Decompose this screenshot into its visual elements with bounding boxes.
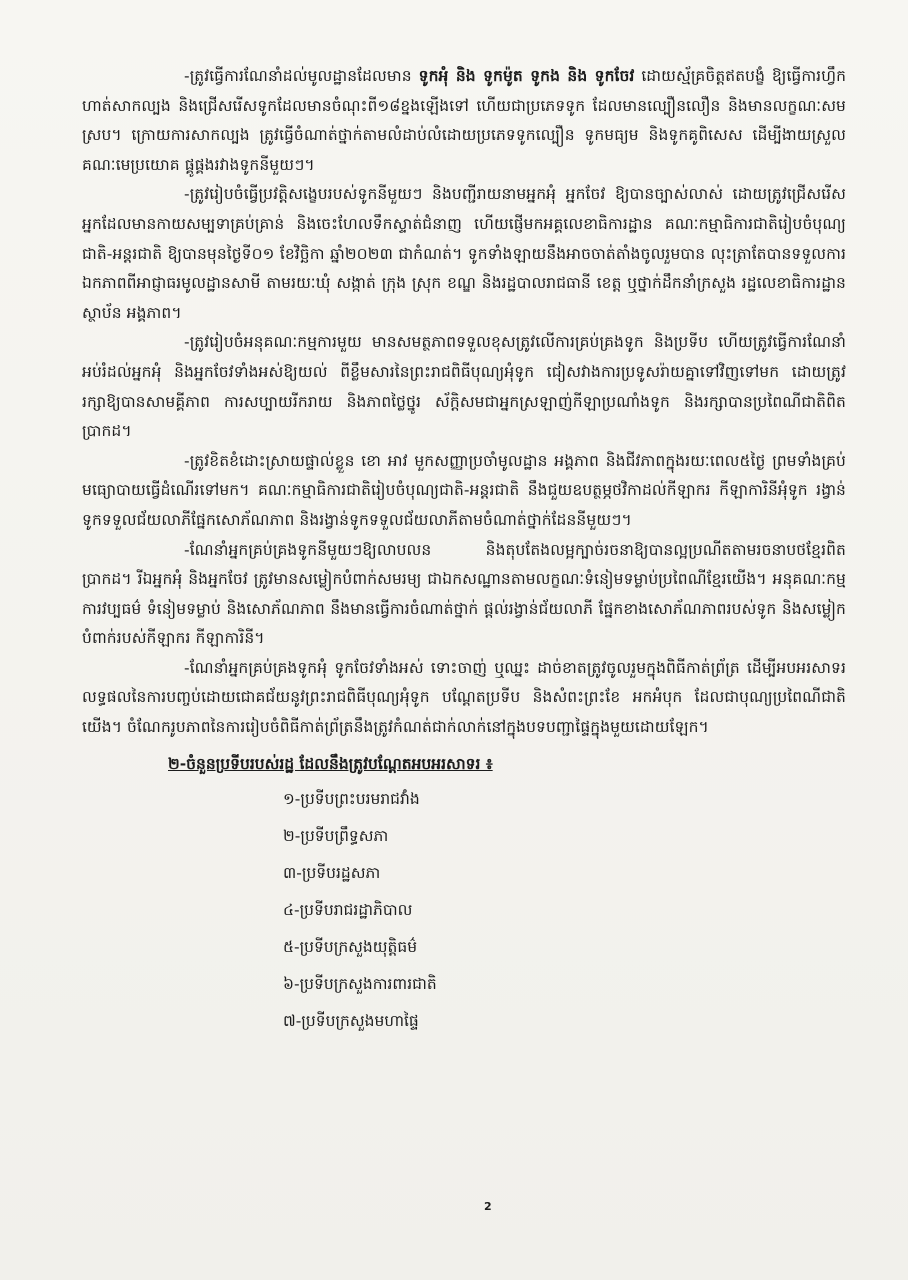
paragraph-1-post: ដោយស្ម័គ្រចិត្តឥតបង្ខំ ឱ្យធ្វើការហ្វឹកហាត់សាកល្បង និងជ្រើសរើសទូកដែលមានចំណុះពី១៨ខ្នងឡើងទៅ ហើយជាប្រភេទទូក ដែលមានល្បឿនលឿន និងមានលក្ខណៈសមស្រប។ ក្រោយការសាកល្បង ត្រូវធ្វើចំណាត់ថ្នាក់តាមលំដាប់លំដោយប្រភេទទូកល្បឿន ទូកមធ្យម និងទូកគូពិសេស ដើម្បីងាយស្រួលគណៈមេប្រយោគ ផ្គូផ្គងរវាងទូកនីមួយៗ។ (82, 67, 847, 174)
paragraph-2: -ត្រូវរៀបចំធ្វើប្រវត្តិសង្ខេបរបស់ទូកនីមួយៗ និងបញ្ជីរាយនាមអ្នកអុំ អ្នកចែវ ឱ្យបានច្បាស់លាស់ ដោយត្រូវជ្រើសរើសអ្នកដែលមានកាយសម្បទាគ្រប់គ្រាន់ និងចេះហែលទឹកស្ទាត់ជំនាញ ហើយផ្ញើមកអគ្គលេខាធិការដ្ឋាន គណៈកម្មាធិការជាតិរៀបចំបុណ្យជាតិ-អន្តរជាតិ ឱ្យបានមុនថ្ងៃទី០១ ខែវិច្ឆិកា ឆ្នាំ២០២៣ ជាកំណត់។ ទូកទាំងឡាយនឹងអាចចាត់តាំងចូលរួមបាន លុះត្រាតែបានទទួលការឯកភាពពីអាជ្ញាធរមូលដ្ឋានសាមី តាមរយៈឃុំ សង្កាត់ ក្រុង ស្រុក ខណ្ឌ និងរដ្ឋបាលរាជធានី ខេត្ត ឬថ្នាក់ដឹកនាំក្រសួង រដ្ឋលេខាធិការដ្ឋាន ស្ថាប័ន អង្គភាព។ (82, 185, 846, 322)
paragraph-5: -ណែនាំអ្នកគ្រប់គ្រងទូកនីមួយៗឱ្យលាបលន និងតុបតែងលម្អក្បាច់រចនាឱ្យបានល្អប្រណីតតាមរចនាបថខ្មែរពិតប្រាកដ។ រីឯអ្នកអុំ និងអ្នកចែវ ត្រូវមានសម្លៀកបំពាក់សមរម្យ ជាឯកសណ្ឋានតាមលក្ខណៈទំនៀមទម្លាប់ប្រពៃណីខ្មែរយើង។ អនុគណៈកម្មការវប្បធម៌ ទំនៀមទម្លាប់ និងសោភ័ណភាព នឹងមានធ្វើការចំណាត់ថ្នាក់ ផ្តល់រង្វាន់ជ័យលាភី ផ្នែកខាងសោភ័ណភាពរបស់ទូក និងសម្លៀកបំពាក់របស់កីឡាករ កីឡាការិនី។ (82, 540, 846, 648)
list-item: ២-ប្រទីបព្រឹទ្ធសភា (283, 826, 389, 845)
paragraph-1-mid: ទូកង និង (530, 67, 595, 85)
list-item: ៦-ប្រទីបក្រសួងការពារជាតិ (283, 974, 437, 993)
paragraph-1-bold-2: ទូកចែវ (594, 67, 635, 85)
list-item: ១-ប្រទីបព្រះបរមរាជវាំង (283, 789, 420, 808)
lantern-list (82, 781, 846, 1040)
paragraph-6: -ណែនាំអ្នកគ្រប់គ្រងទូកអុំ ទូកចែវទាំងអស់ ទោះចាញ់ ឬឈ្នះ ដាច់ខាតត្រូវចូលរួមក្នុងពិធីកាត់ព្រ័ត្រ ដើម្បីអបអរសាទរ លទ្ធផលនៃការបញ្ចប់ដោយជោគជ័យនូវព្រះរាជពិធីបុណ្យអុំទូក បណ្តែតប្រទីប និងសំពះព្រះខែ អកអំបុក ដែលជាបុណ្យប្រពៃណីជាតិយើង។ ចំណែករូបភាពនៃការរៀបចំពិធីកាត់ព្រ័ត្រនឹងត្រូវកំណត់ជាក់លាក់នៅក្នុងបទបញ្ជាផ្ទៃក្នុងមួយដោយឡែក។ (82, 658, 846, 737)
list-item: ៥-ប្រទីបក្រសួងយុត្តិធម៌ (283, 937, 418, 956)
paragraph-3: -ត្រូវរៀបចំអនុគណៈកម្មការមួយ មានសមត្ថភាពទទួលខុសត្រូវលើការគ្រប់គ្រងទូក និងប្រទីប ហើយត្រូវធ្វើការណែនាំ អប់រំដល់អ្នកអុំ និងអ្នកចែវទាំងអស់ឱ្យយល់ ពីខ្លឹមសារនៃព្រះរាជពិធីបុណ្យអុំទូក ជៀសវាងការប្រទូសរ៉ាយគ្នាទៅវិញទៅមក ដោយត្រូវរក្សាឱ្យបានសាមគ្គីភាព ការសប្បាយរីករាយ និងភាពថ្លៃថ្នូរ ស័ក្តិសមជាអ្នកស្រឡាញ់កីឡាប្រណាំងទូក និងរក្សាបានប្រពៃណីជាតិពិតប្រាកដ។ (82, 333, 846, 441)
page-number: 2 (484, 1200, 492, 1213)
paragraph-1-bold-1: ទូកអុំ និង ទូកម៉ូត (418, 67, 531, 85)
list-item: ៧-ប្រទីបក្រសួងមហាផ្ទៃ (283, 1011, 419, 1030)
paragraph-1 (82, 62, 846, 180)
paragraph-1-pre: -ត្រូវធ្វើការណែនាំដល់មូលដ្ឋានដែលមាន (184, 67, 419, 85)
paragraph-4: -ត្រូវខិតខំដោះស្រាយផ្ទាល់ខ្លួន ខោ អាវ មួកសញ្ញាប្រចាំមូលដ្ឋាន អង្គភាព និងជីវភាពក្នុងរយៈពេល៥ថ្ងៃ ព្រមទាំងគ្រប់មធ្យោបាយធ្វើដំណើរទៅមក។ គណៈកម្មាធិការជាតិរៀបចំបុណ្យជាតិ-អន្តរជាតិ នឹងជួយឧបត្ថម្ភថវិកាដល់កីឡាករ កីឡាការិនីអុំទូក រង្វាន់ទូកទទួលជ័យលាភីផ្នែកសោភ័ណភាព និងរង្វាន់ទូកទទួលជ័យលាភីតាមចំណាត់ថ្នាក់ដែននីមួយៗ។ (82, 451, 846, 529)
list-item: ៣-ប្រទីបរដ្ឋសភា (283, 863, 381, 882)
list-item: ៤-ប្រទីបរាជរដ្ឋាភិបាល (283, 900, 413, 919)
section-heading: ២-ចំនួនប្រទីបរបស់រដ្ឋ ដែលនឹងត្រូវបណ្តែតអបអរសាទរ ៖ (168, 754, 493, 773)
